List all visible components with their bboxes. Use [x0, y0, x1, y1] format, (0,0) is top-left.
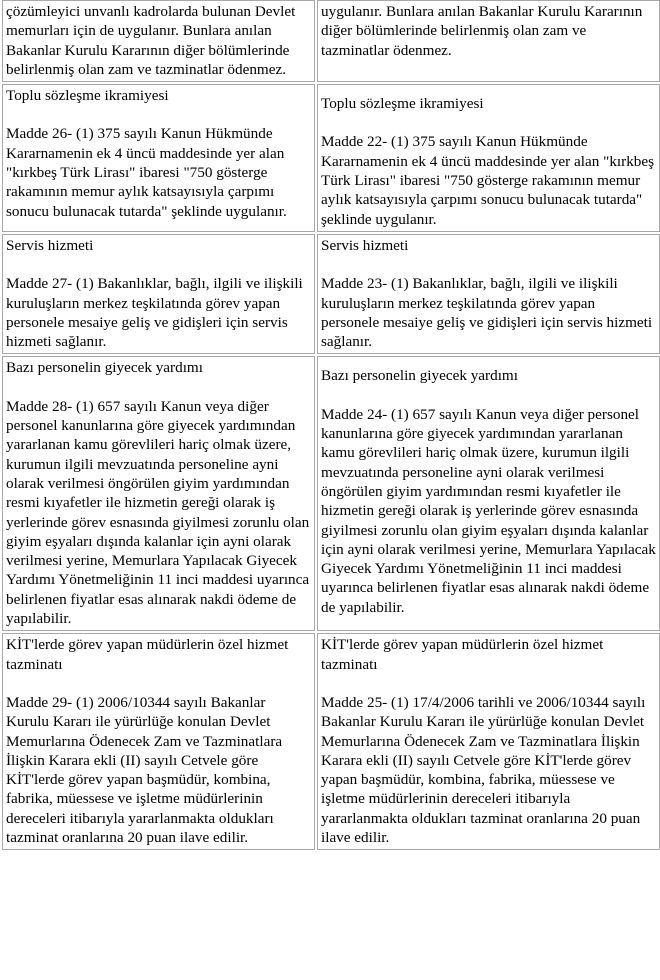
right-cell [317, 234, 660, 354]
article-text: Madde 24- (1) 657 sayılı Kanun veya diğer personel kanunlarına göre giyecek yardımından yararlanan kamu görevlileri hariç olmak üzere, kurumun ilgili mevzuatında personeline ayni olarak verilmesi öngörülen giyim yardımından resmi kıyafetler ile hizmetin gereği olarak iş yerlerinde görev esnasında giyilmesi zorunlu olan giyim eşyaları dışında kalanlar için ayni olarak verilmesi yerine, Memurlara Yapılacak Giyecek Yardımı Yönetmeliğinin 11 inci maddesi uyarınca belirlenen fiyatlar esas alınarak nakdi ödeme de yapılabilir. [321, 405, 656, 616]
table-row [2, 356, 660, 631]
right-cell [317, 356, 660, 631]
right-cell [317, 84, 660, 232]
section-title: Toplu sözleşme ikramiyesi [6, 87, 169, 105]
article-text: Madde 26- (1) 375 sayılı Kanun Hükmünde Kararnamenin ek 4 üncü maddesinde yer alan "kırkbeş Türk Lirası" ibaresi "750 gösterge rakamının memur aylık katsayısıyla çarpımı sonucu bulunacak tutarda" şeklinde uygulanır. [6, 125, 287, 220]
section-title: KİT'lerde görev yapan müdürlerin özel hizmet tazminatı [321, 636, 604, 673]
right-text: uygulanır. Bunlara anılan Bakanlar Kurulu Kararının diğer bölümlerinde belirlenmiş olan zam ve tazminatlar ödenmez. [321, 3, 643, 59]
article-text: Madde 29- (1) 2006/10344 sayılı Bakanlar Kurulu Kararı ile yürürlüğe konulan Devlet Memurlarına Ödenecek Zam ve Tazminatlara İlişkin Karara ekli (II) sayılı Cetvele göre KİT'lerde görev yapan başmüdür, kombina, fabrika, müessese ve işletme müdürlerinin dereceleri itibarıyla yararlanmakta oldukları tazminat oranlarına 20 puan ilave edilir. [6, 693, 283, 846]
left-text: çözümleyici unvanlı kadrolarda bulunan Devlet memurları için de uygulanır. Bunlara anılan Bakanlar Kurulu Kararının diğer bölümlerinde belirlenmiş olan zam ve tazminatlar ödenmez. [6, 3, 296, 78]
article-text: Madde 25- (1) 17/4/2006 tarihli ve 2006/10344 sayılı Bakanlar Kurulu Kararı ile yürürlüğe konulan Devlet Memurlarına Ödenecek Zam ve Tazminatlara İlişkin Karara ekli (II) sayılı Cetvele göre KİT'lerde görev yapan başmüdür, kombina, fabrika, müessese ve işletme müdürlerinin dereceleri itibarıyla yararlanmakta oldukları tazminat oranlarına 20 puan ilave edilir. [321, 693, 646, 846]
article-text: Madde 27- (1) Bakanlıklar, bağlı, ilgili ve ilişkili kuruluşların merkez teşkilatında görev yapan personele mesaiye geliş ve gidişleri için servis hizmeti sağlanır. [6, 275, 303, 351]
article-text: Madde 22- (1) 375 sayılı Kanun Hükmünde Kararnamenin ek 4 üncü maddesinde yer alan "kırkbeş Türk Lirası" ibaresi "750 gösterge rakamının memur aylık katsayısıyla çarpımı sonucu bulunacak tutarda" şeklinde uygulanır. [321, 133, 655, 228]
section-title: Bazı personelin giyecek yardımı [6, 359, 203, 377]
section-title: KİT'lerde görev yapan müdürlerin özel hizmet tazminatı [6, 636, 289, 673]
section-title: Bazı personelin giyecek yardımı [321, 367, 518, 385]
article-text: Madde 23- (1) Bakanlıklar, bağlı, ilgili ve ilişkili kuruluşların merkez teşkilatında görev yapan personele mesaiye geliş ve gidişleri için servis hizmeti sağlanır. [321, 275, 653, 351]
article-text: Madde 28- (1) 657 sayılı Kanun veya diğer personel kanunlarına göre giyecek yardımından yararlanan kamu görevlileri hariç olmak üzere, kurumun ilgili mevzuatında personeline ayni olarak verilmesi öngörülen giyim yardımından resmi kıyafetler ile hizmetin gereği olarak iş yerlerinde görev esnasında giyilmesi zorunlu olan giyim eşyaları dışında kalanlar için ayni olarak verilmesi yerine, Memurlara Yapılacak Giyecek Yardımı Yönetmeliğinin 11 inci maddesi uyarınca belirlenen fiyatlar esas alınarak nakdi ödeme de yapılabilir. [6, 397, 310, 628]
right-cell [317, 0, 660, 82]
left-cell [2, 356, 315, 631]
left-cell [2, 84, 315, 232]
section-title: Servis hizmeti [6, 236, 94, 254]
section-title: Servis hizmeti [321, 236, 409, 254]
section-title: Toplu sözleşme ikramiyesi [321, 95, 484, 113]
table-row [2, 84, 660, 232]
left-cell [2, 234, 315, 354]
left-cell [2, 0, 315, 82]
left-cell [2, 633, 315, 850]
table-row [2, 0, 660, 82]
right-cell [317, 633, 660, 850]
table-row [2, 234, 660, 354]
table-row [2, 633, 660, 850]
